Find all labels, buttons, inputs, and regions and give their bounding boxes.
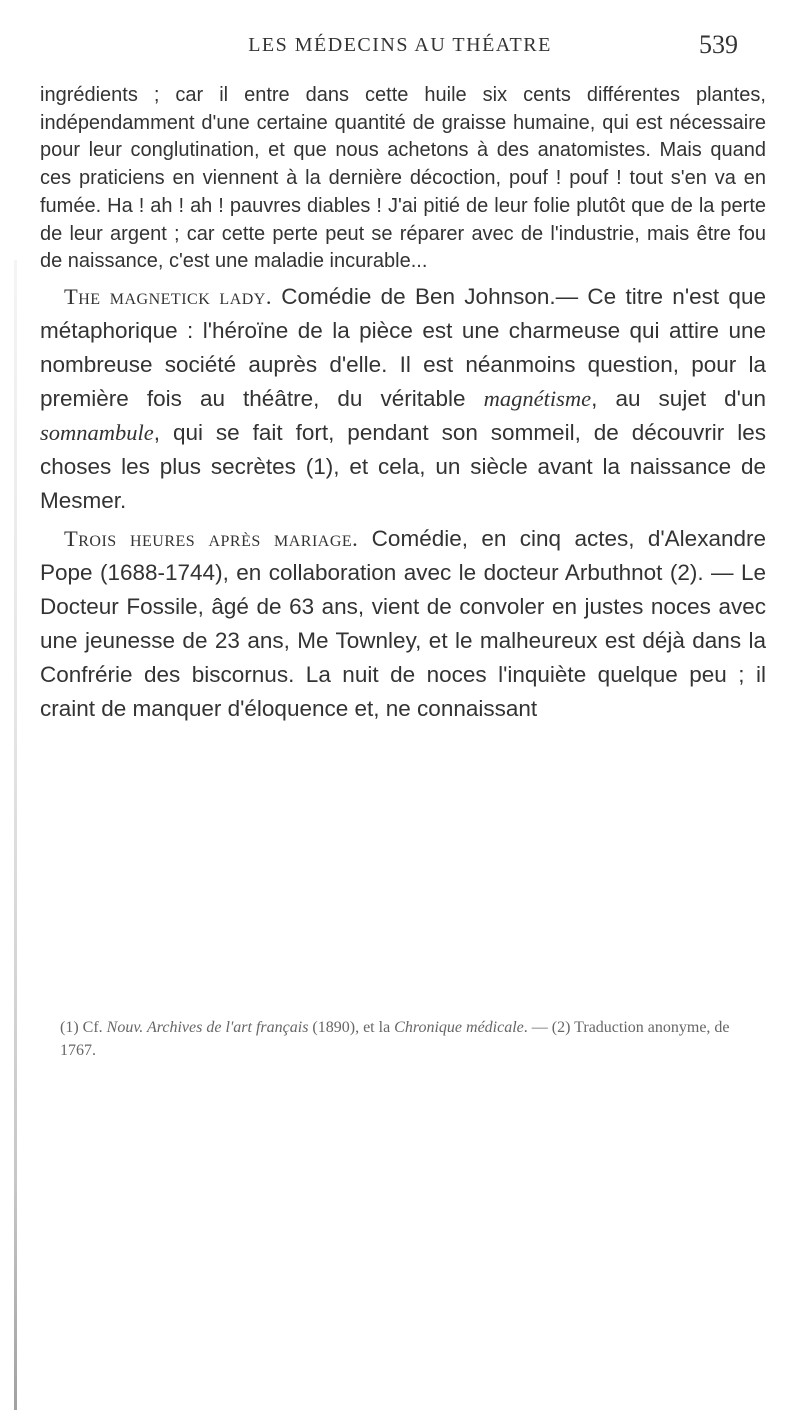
entry-title: Trois heures après mariage. (64, 525, 359, 551)
italic-term: somnambule (40, 419, 154, 445)
page-header (0, 30, 800, 60)
entry-title: The magnetick lady. (64, 283, 272, 309)
paragraph-text: Comédie, en cinq actes, d'Alexandre Pope (1688-1744), en collaboration avec le docteur Arbuthnot (2). — Le Docteur Fossile, âgé de 63 ans, vient de convoler en justes noces avec une jeunesse de 23 ans, Me Townley, et le malheureux est déjà dans la Confrérie des biscornus. La nuit de noces l'inquiète quelque peu ; il craint de manquer d'éloquence et, ne connaissant (40, 525, 766, 721)
footnote-italic: Chronique médicale (394, 1019, 524, 1036)
paragraph-text: , qui se fait fort, pendant son sommeil, de découvrir les choses les plus secrètes (1), et cela, un siècle avant la naissance de Mesmer. (40, 419, 766, 513)
running-head: LES MÉDECINS AU THÉATRE (248, 34, 552, 56)
paragraph-2 (40, 280, 766, 518)
page-number: 539 (699, 30, 738, 59)
footnote-text: . — (523, 1019, 552, 1036)
footnote-1: (1) Cf. (60, 1019, 107, 1036)
body-text (40, 82, 766, 726)
footnote-italic: Nouv. Archives de l'art français (106, 1019, 309, 1036)
paragraph-3 (40, 522, 766, 726)
footnote-text: (1890), et la (308, 1019, 395, 1036)
paragraph-text: , au sujet d'un (591, 385, 766, 411)
footnotes (60, 1016, 766, 1062)
italic-term: magnétisme (483, 385, 592, 411)
binding-shadow (14, 260, 17, 1410)
paragraph-1: ingrédients ; car il entre dans cette huile six cents différentes plantes, indépendamment d'une certaine quantité de graisse humaine, qui est nécessaire pour leur conglutination, et que nous achetons à des anatomistes. Mais quand ces praticiens en viennent à la dernière décoction, pouf ! pouf ! tout s'en va en fumée. Ha ! ah ! ah ! pauvres diables ! J'ai pitié de leur folie plutôt que de la perte de leur argent ; car cette perte peut se réparer avec de l'industrie, mais être fou de naissance, c'est une maladie incurable... (40, 84, 766, 273)
footnote-2: (2) Traduction anonyme, de 1767. (60, 1019, 730, 1059)
paragraph-text: Comédie de Ben Johnson.— Ce titre n'est que métaphorique : l'héroïne de la pièce est une charmeuse qui attire une nombreuse société auprès d'elle. Il est néanmoins question, pour la première fois au théâtre, du véritable (40, 283, 766, 411)
